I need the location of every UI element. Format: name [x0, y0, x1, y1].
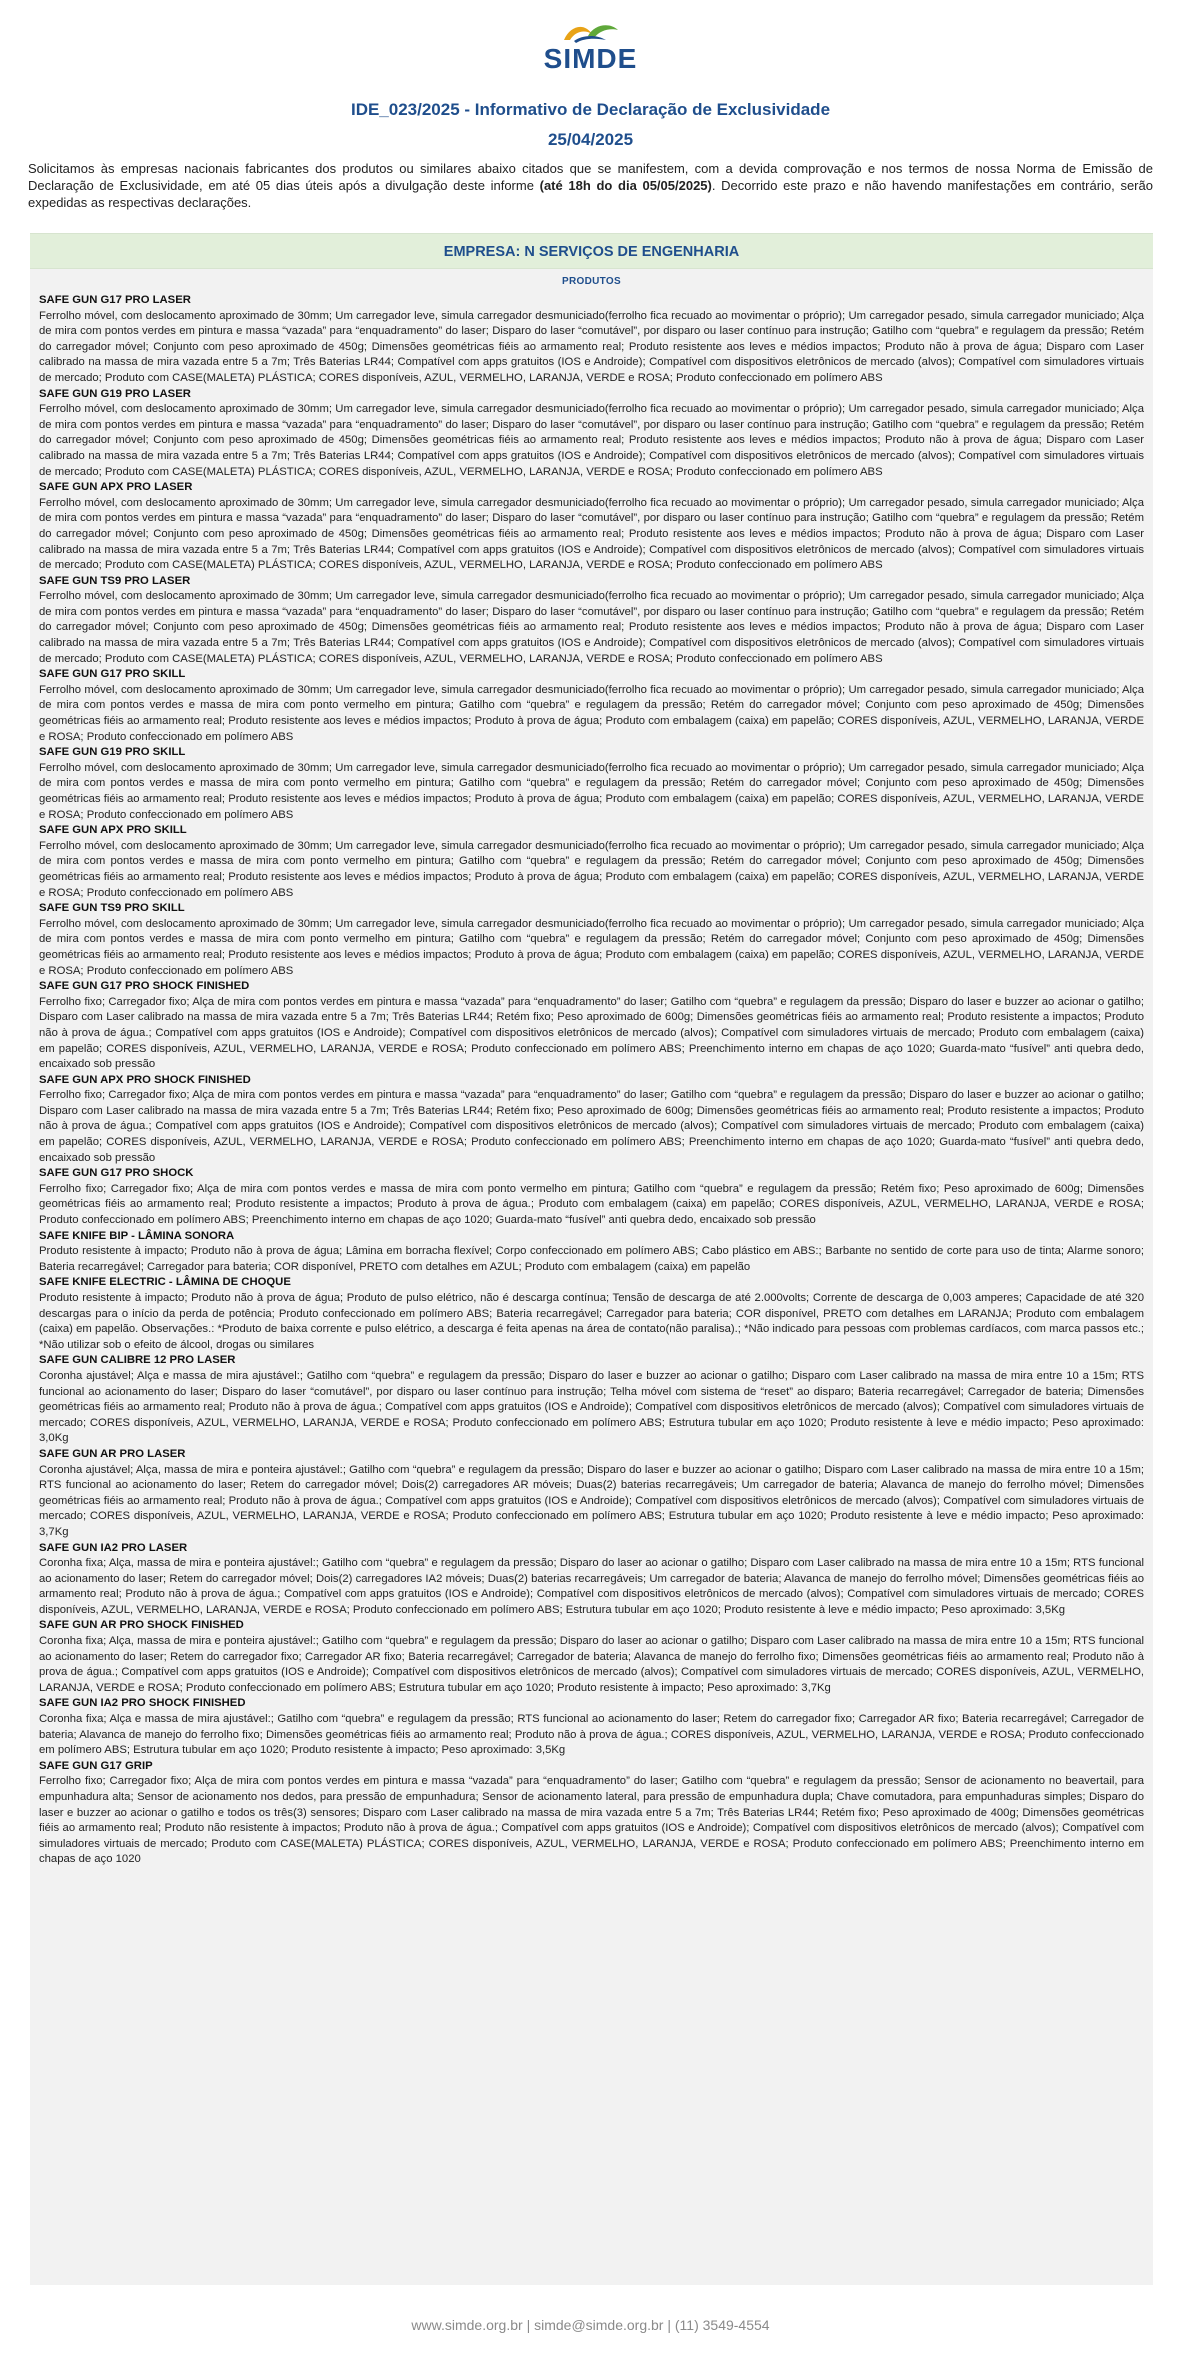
product-item [39, 293, 1144, 387]
product-name: SAFE GUN APX PRO SKILL [39, 824, 187, 837]
logo [0, 20, 1181, 74]
product-description: Coronha ajustável; Alça, massa de mira e ponteira ajustável:; Gatilho com “quebra” e regulagem da pressão; Disparo do laser e buzzer ao acionar o gatilho; Disparo com Laser calibrado na massa de mira entre 10 a 15m; RTS funcional ao acionamento do laser; Retem do carregador móvel; Dois(2) carregadores AR móveis; Duas(2) baterias recarregáveis; Um carregador de bateria; Alavanca de manejo do ferrolho móvel; Dimensões geométricas fiéis ao armamento real; Produto não à prova de água.; Compatível com apps gratuitos (IOS e Androide); Compatível com dispositivos eletrônicos de mercado (alvos); Compatível com simuladores virtuais de mercado; CORES disponíveis, AZUL, VERMELHO, LARANJA, VERDE e ROSA; Produto confeccionado em polímero ABS; Estrutura tubular em aço 1020; Produto resistente à leve e médio impacto; Peso aproximado: 3,7Kg [39, 1463, 1144, 1538]
company-panel [30, 233, 1153, 2285]
product-item [39, 1696, 1144, 1758]
product-item [39, 1541, 1144, 1619]
product-description: Coronha ajustável; Alça e massa de mira ajustável:; Gatilho com “quebra” e regulagem da pressão; Disparo do laser e buzzer ao acionar o gatilho; Disparo com Laser calibrado na massa de mira entre 10 a 15m; RTS funcional ao acionamento do laser; Disparo do laser “comutável”, por disparo ou laser contínuo para instrução; Telha móvel com sistema de “reset” ao disparo; Bateria recarregável; Carregador de bateria; Dimensões geométricas fiéis ao armamento real; Produto não à prova de água.; Compatível com apps gratuitos (IOS e Androide); Compatível com dispositivos eletrônicos de mercado (alvos); Compatível com simuladores virtuais de mercado; CORES disponíveis, AZUL, VERMELHO, LARANJA, VERDE e ROSA; Produto confeccionado em polímero ABS; Estrutura tubular em aço 1020; Produto resistente à leve e médio impacto; Peso aproximado: 3,0Kg [39, 1369, 1144, 1445]
product-description: Coronha fixa; Alça, massa de mira e ponteira ajustável:; Gatilho com “quebra” e regulagem da pressão; Disparo do laser ao acionar o gatilho; Disparo com Laser calibrado na massa de mira entre 10 a 15m; RTS funcional ao acionamento do laser; Retem do carregador fixo; Carregador AR fixo; Bateria recarregável; Carregador de bateria; Alavanca de manejo do ferrolho fixo; Dimensões geométricas fiéis ao armamento real; Produto não à prova de água.; Compatível com apps gratuitos (IOS e Androide); Compatível com dispositivos eletrônicos de mercado (alvos); Compatível com simuladores virtuais de mercado; CORES disponíveis, AZUL, VERMELHO, LARANJA, VERDE e ROSA; Produto confeccionado em polímero ABS; Estrutura tubular em aço 1020; Produto resistente à impacto; Peso aproximado: 3,7Kg [39, 1635, 1144, 1694]
product-description: Ferrolho móvel, com deslocamento aproximado de 30mm; Um carregador leve, simula carregador desmuniciado(ferrolho fica recuado ao movimentar o próprio); Um carregador pesado, simula carregador municiado; Alça de mira com pontos verdes e massa de mira com ponto vermelho em pintura; Gatilho com “quebra” e regulagem da pressão; Retém do carregador móvel; Conjunto com peso aproximado de 450g; Dimensões geométricas fiéis ao armamento real; Produto resistente aos leves e médios impactos; Produto à prova de água; Produto com embalagem (caixa) em papelão; CORES disponíveis, AZUL, VERMELHO, LARANJA, VERDE e ROSA; Produto confeccionado em polímero ABS [39, 683, 1144, 743]
company-header: EMPRESA: N SERVIÇOS DE ENGENHARIA [30, 233, 1153, 269]
product-list [30, 293, 1153, 1868]
product-item [39, 387, 1144, 481]
product-name: SAFE GUN IA2 PRO LASER [39, 1541, 188, 1554]
product-name: SAFE GUN APX PRO SHOCK FINISHED [39, 1073, 251, 1086]
product-item [39, 1759, 1144, 1868]
product-description: Ferrolho móvel, com deslocamento aproximado de 30mm; Um carregador leve, simula carregador desmuniciado(ferrolho fica recuado ao movimentar o próprio); Um carregador pesado, simula carregador municiado; Alça de mira com pontos verdes em pintura e massa “vazada” para “enquadramento” do laser; Disparo do laser “comutável”, por disparo ou laser contínuo para instrução; Gatilho com “quebra” e regulagem da pressão; Retém do carregador móvel; Conjunto com peso aproximado de 450g; Dimensões geométricas fiéis ao armamento real; Produto resistente aos leves e médios impactos; Produto não à prova de água; Disparo com Laser calibrado na massa de mira vazada entre 5 a 7m; Três Baterias LR44; Compatível com apps gratuitos (IOS e Androide); Compatível com dispositivos eletrônicos de mercado (alvos); Compatível com simuladores virtuais de mercado; Produto com CASE(MALETA) PLÁSTICA; CORES disponíveis, AZUL, VERMELHO, LARANJA, VERDE e ROSA; Produto confeccionado em polímero ABS [39, 496, 1144, 572]
document-date: 25/04/2025 [547, 130, 634, 149]
product-item [39, 979, 1144, 1073]
product-description: Ferrolho fixo; Carregador fixo; Alça de mira com pontos verdes e massa de mira com ponto vermelho em pintura; Gatilho com “quebra” e regulagem da pressão; Retém fixo; Peso aproximado de 600g; Dimensões geométricas fiéis ao armamento real; Produto resistente a impactos; Produto à prova de água.; Produto com embalagem (caixa) em papelão; CORES disponíveis, AZUL, VERMELHO, LARANJA, VERDE e ROSA; Produto confeccionado em polímero ABS; Preenchimento interno em chapas de aço 1020; Guarda-mato “fusível” anti quebra dedo, encaixado sob pressão [39, 1182, 1144, 1227]
product-name: SAFE GUN TS9 PRO LASER [39, 574, 191, 587]
intro-text-after: . Decorrido este prazo e não havendo manifestações em contrário, serão expedidas as respectivas declarações. [28, 178, 1153, 210]
product-description: Ferrolho móvel, com deslocamento aproximado de 30mm; Um carregador leve, simula carregador desmuniciado(ferrolho fica recuado ao movimentar o próprio); Um carregador pesado, simula carregador municiado; Alça de mira com pontos verdes e massa de mira com ponto vermelho em pintura; Gatilho com “quebra” e regulagem da pressão; Retém do carregador móvel; Conjunto com peso aproximado de 450g; Dimensões geométricas fiéis ao armamento real; Produto resistente aos leves e médios impactos; Produto à prova de água; Produto com embalagem (caixa) em papelão; CORES disponíveis, AZUL, VERMELHO, LARANJA, VERDE e ROSA; Produto confeccionado em polímero ABS [39, 839, 1144, 899]
product-item [39, 1229, 1144, 1276]
product-item [39, 901, 1144, 979]
product-name: SAFE GUN G17 PRO SKILL [39, 668, 186, 681]
product-item [39, 1618, 1144, 1696]
product-name: SAFE GUN G17 PRO SHOCK FINISHED [39, 980, 250, 993]
product-item [39, 667, 1144, 745]
product-item [39, 1275, 1144, 1353]
product-name: SAFE GUN TS9 PRO SKILL [39, 902, 185, 915]
product-description: Coronha fixa; Alça, massa de mira e ponteira ajustável:; Gatilho com “quebra” e regulagem da pressão; Disparo do laser ao acionar o gatilho; Disparo com Laser calibrado na massa de mira entre 10 a 15m; RTS funcional ao acionamento do laser; Retem do carregador móvel; Dois(2) carregadores IA2 móveis; Duas(2) baterias recarregáveis; Um carregador de bateria; Alavanca de manejo do ferrolho móvel; Dimensões geométricas fiéis ao armamento real; Produto não à prova de água.; Compatível com apps gratuitos (IOS e Androide); Compatível com dispositivos eletrônicos de mercado (alvos); Compatível com simuladores virtuais de mercado; CORES disponíveis, AZUL, VERMELHO, LARANJA, VERDE e ROSA; Produto confeccionado em polímero ABS; Estrutura tubular em aço 1020; Produto resistente à leve e médio impacto; Peso aproximado: 3,5Kg [39, 1557, 1144, 1616]
product-name: SAFE GUN AR PRO SHOCK FINISHED [39, 1619, 244, 1632]
product-name: SAFE GUN CALIBRE 12 PRO LASER [39, 1354, 236, 1367]
intro-paragraph [28, 160, 1153, 211]
product-description: Ferrolho móvel, com deslocamento aproximado de 30mm; Um carregador leve, simula carregador desmuniciado(ferrolho fica recuado ao movimentar o próprio); Um carregador pesado, simula carregador municiado; Alça de mira com pontos verdes em pintura e massa “vazada” para “enquadramento” do laser; Disparo do laser “comutável”, por disparo ou laser contínuo para instrução; Gatilho com “quebra” e regulagem da pressão; Retém do carregador móvel; Conjunto com peso aproximado de 450g; Dimensões geométricas fiéis ao armamento real; Produto resistente aos leves e médios impactos; Produto não à prova de água; Disparo com Laser calibrado na massa de mira vazada entre 5 a 7m; Três Baterias LR44; Compatível com apps gratuitos (IOS e Androide); Compatível com dispositivos eletrônicos de mercado (alvos); Compatível com simuladores virtuais de mercado; Produto com CASE(MALETA) PLÁSTICA; CORES disponíveis, AZUL, VERMELHO, LARANJA, VERDE e ROSA; Produto confeccionado em polímero ABS [39, 309, 1144, 384]
product-name: SAFE GUN IA2 PRO SHOCK FINISHED [39, 1697, 246, 1710]
logo-text: SIMDE [543, 43, 638, 74]
document-title: IDE_023/2025 - Informativo de Declaração de Exclusividade [350, 100, 831, 119]
product-item [39, 1166, 1144, 1228]
product-description: Ferrolho móvel, com deslocamento aproximado de 30mm; Um carregador leve, simula carregador desmuniciado(ferrolho fica recuado ao movimentar o próprio); Um carregador pesado, simula carregador municiado; Alça de mira com pontos verdes em pintura e massa “vazada” para “enquadramento” do laser; Disparo do laser “comutável”, por disparo ou laser contínuo para instrução; Gatilho com “quebra” e regulagem da pressão; Retém do carregador móvel; Conjunto com peso aproximado de 450g; Dimensões geométricas fiéis ao armamento real; Produto resistente aos leves e médios impactos; Produto não à prova de água; Disparo com Laser calibrado na massa de mira vazada entre 5 a 7m; Três Baterias LR44; Compatível com apps gratuitos (IOS e Androide); Compatível com dispositivos eletrônicos de mercado (alvos); Compatível com simuladores virtuais de mercado; Produto com CASE(MALETA) PLÁSTICA; CORES disponíveis, AZUL, VERMELHO, LARANJA, VERDE e ROSA; Produto confeccionado em polímero ABS [39, 590, 1144, 665]
product-description: Produto resistente à impacto; Produto não à prova de água; Lâmina em borracha flexível; Corpo confeccionado em polímero ABS; Cabo plástico em ABS:; Barbante no sentido de corte para uso de tinta; Alarme sonoro; Bateria recarregável; Carregador para bateria; COR disponível, PRETO com detalhes em AZUL; Produto com embalagem (caixa) em papelão [39, 1245, 1144, 1273]
products-label: PRODUTOS [562, 276, 621, 287]
product-name: SAFE GUN G17 GRIP [39, 1759, 153, 1772]
simde-logo-icon [558, 20, 624, 44]
product-name: SAFE KNIFE BIP - LÂMINA SONORA [39, 1229, 235, 1242]
product-item [39, 745, 1144, 823]
product-name: SAFE KNIFE ELECTRIC - LÂMINA DE CHOQUE [39, 1276, 291, 1289]
product-name: SAFE GUN AR PRO LASER [39, 1447, 186, 1460]
product-name: SAFE GUN G17 PRO SHOCK [39, 1167, 194, 1180]
product-description: Coronha fixa; Alça e massa de mira ajustável:; Gatilho com “quebra” e regulagem da pressão; RTS funcional ao acionamento do laser; Retem do carregador fixo; Carregador AR fixo; Bateria recarregável; Carregador de bateria; Alavanca de manejo do ferrolho fixo; Dimensões geométricas fiéis ao armamento real; Produto não à prova de água.; CORES disponíveis, AZUL, VERMELHO, LARANJA, VERDE e ROSA; Produto confeccionado em polímero ABS; Estrutura tubular em aço 1020; Produto resistente à impacto; Peso aproximado: 3,5Kg [39, 1713, 1144, 1757]
product-description: Ferrolho fixo; Carregador fixo; Alça de mira com pontos verdes em pintura e massa “vazada” para “enquadramento” do laser; Gatilho com “quebra” e regulagem da pressão; Disparo do laser e buzzer ao acionar o gatilho; Disparo com Laser calibrado na massa de mira vazada entre 5 a 7m; Três Baterias LR44; Retém fixo; Peso aproximado de 600g; Dimensões geométricas fiéis ao armamento real; Produto resistente a impactos; Produto não à prova de água.; Compatível com apps gratuitos (IOS e Androide); Compatível com dispositivos eletrônicos de mercado (alvos); Compatível com simuladores virtuais de mercado; Produto com embalagem (caixa) em papelão; CORES disponíveis, AZUL, VERMELHO, LARANJA, VERDE e ROSA; Produto confeccionado em polímero ABS; Preenchimento interno em chapas de aço 1020; Guarda-mato “fusível” anti quebra dedo, encaixado sob pressão [39, 1089, 1144, 1164]
footer-contact: www.simde.org.br | simde@simde.org.br | (11) 3549-4554 [411, 2317, 770, 2333]
intro-deadline: (até 18h do dia 05/05/2025) [539, 178, 712, 193]
product-name: SAFE GUN G19 PRO LASER [39, 387, 191, 400]
product-name: SAFE GUN G17 PRO LASER [39, 294, 191, 306]
product-description: Ferrolho móvel, com deslocamento aproximado de 30mm; Um carregador leve, simula carregador desmuniciado(ferrolho fica recuado ao movimentar o próprio); Um carregador pesado, simula carregador municiado; Alça de mira com pontos verdes e massa de mira com ponto vermelho em pintura; Gatilho com “quebra” e regulagem da pressão; Retém do carregador móvel; Conjunto com peso aproximado de 450g; Dimensões geométricas fiéis ao armamento real; Produto resistente aos leves e médios impactos; Produto à prova de água; Produto com embalagem (caixa) em papelão; CORES disponíveis, AZUL, VERMELHO, LARANJA, VERDE e ROSA; Produto confeccionado em polímero ABS [39, 761, 1144, 821]
product-name: SAFE GUN G19 PRO SKILL [39, 746, 186, 759]
product-description: Ferrolho fixo; Carregador fixo; Alça de mira com pontos verdes em pintura e massa “vazada” para “enquadramento” do laser; Gatilho com “quebra” e regulagem da pressão; Sensor de acionamento no beavertail, para empunhadura alta; Sensor de acionamento nos dedos, para pressão de empunhadura; Sensor de acionamento lateral, para pressão de empunhadura dupla; Chave comutadora, para empunhaduras simples; Disparo do laser e buzzer ao acionar o gatilho e todos os três(3) sensores; Disparo com Laser calibrado na massa de mira vazada entre 5 a 7m; Três Baterias LR44; Retém fixo; Peso aproximado de 400g; Dimensões geométricas fiéis ao armamento real; Produto não resistente à impactos; Produto não à prova de água.; Compatível com apps gratuitos (IOS e Androide); Compatível com dispositivos eletrônicos de mercado (alvos); Compatível com simuladores virtuais de mercado; Produto com CASE(MALETA) PLÁSTICA; CORES disponíveis, AZUL, VERMELHO, LARANJA, VERDE e ROSA; Produto confeccionado em polímero ABS; Preenchimento interno em chapas de aço 1020 [39, 1775, 1144, 1866]
product-item [39, 1447, 1144, 1541]
product-description: Ferrolho fixo; Carregador fixo; Alça de mira com pontos verdes em pintura e massa “vazada” para “enquadramento” do laser; Gatilho com “quebra” e regulagem da pressão; Disparo do laser e buzzer ao acionar o gatilho; Disparo com Laser calibrado na massa de mira vazada entre 5 a 7m; Três Baterias LR44; Retém fixo; Peso aproximado de 600g; Dimensões geométricas fiéis ao armamento real; Produto resistente a impactos; Produto não à prova de água.; Compatível com apps gratuitos (IOS e Androide); Compatível com dispositivos eletrônicos de mercado (alvos); Compatível com simuladores virtuais de mercado; Produto com embalagem (caixa) em papelão; CORES disponíveis, AZUL, VERMELHO, LARANJA, VERDE e ROSA; Produto confeccionado em polímero ABS; Preenchimento interno em chapas de aço 1020; Guarda-mato “fusível” anti quebra dedo, encaixado sob pressão [39, 995, 1144, 1071]
intro-text-before: Solicitamos às empresas nacionais fabricantes dos produtos ou similares abaixo citados que se manifestem, com a devida comprovação e nos termos de nossa Norma de Emissão de Declaração de Exclusividade, em até 05 dias úteis após a divulgação deste informe [28, 161, 1153, 193]
product-item [39, 574, 1144, 668]
product-description: Ferrolho móvel, com deslocamento aproximado de 30mm; Um carregador leve, simula carregador desmuniciado(ferrolho fica recuado ao movimentar o próprio); Um carregador pesado, simula carregador municiado; Alça de mira com pontos verdes em pintura e massa “vazada” para “enquadramento” do laser; Disparo do laser “comutável”, por disparo ou laser contínuo para instrução; Gatilho com “quebra” e regulagem da pressão; Retém do carregador móvel; Conjunto com peso aproximado de 450g; Dimensões geométricas fiéis ao armamento real; Produto resistente aos leves e médios impactos; Produto não à prova de água; Disparo com Laser calibrado na massa de mira vazada entre 5 a 7m; Três Baterias LR44; Compatível com apps gratuitos (IOS e Androide); Compatível com dispositivos eletrônicos de mercado (alvos); Compatível com simuladores virtuais de mercado; Produto com CASE(MALETA) PLÁSTICA; CORES disponíveis, AZUL, VERMELHO, LARANJA, VERDE e ROSA; Produto confeccionado em polímero ABS [39, 403, 1144, 478]
product-description: Produto resistente à impacto; Produto não à prova de água; Produto de pulso elétrico, não é descarga contínua; Tensão de descarga de até 2.000volts; Corrente de descarga de 0,003 amperes; Capacidade de até 320 descargas para o início da perda de potência; Produto confeccionado em polímero ABS; Bateria recarregável; Carregador para bateria; COR disponível, PRETO com detalhes em LARANJA; Produto com embalagem (caixa) em papelão. Observações.: *Produto de baixa corrente e pulso elétrico, a descarga é feita apenas na área de contato(não paralisa).; *Não indicado para pessoas com problemas cardíacos, com marca passos etc.; *Não utilizar sob o efeito de álcool, drogas ou similares [39, 1292, 1144, 1351]
product-item [39, 1353, 1144, 1447]
product-item [39, 823, 1144, 901]
product-name: SAFE GUN APX PRO LASER [39, 481, 193, 494]
product-item [39, 480, 1144, 574]
product-item [39, 1073, 1144, 1167]
product-description: Ferrolho móvel, com deslocamento aproximado de 30mm; Um carregador leve, simula carregador desmuniciado(ferrolho fica recuado ao movimentar o próprio); Um carregador pesado, simula carregador municiado; Alça de mira com pontos verdes e massa de mira com ponto vermelho em pintura; Gatilho com “quebra” e regulagem da pressão; Retém do carregador móvel; Conjunto com peso aproximado de 450g; Dimensões geométricas fiéis ao armamento real; Produto resistente aos leves e médios impactos; Produto à prova de água; Produto com embalagem (caixa) em papelão; CORES disponíveis, AZUL, VERMELHO, LARANJA, VERDE e ROSA; Produto confeccionado em polímero ABS [39, 917, 1144, 977]
